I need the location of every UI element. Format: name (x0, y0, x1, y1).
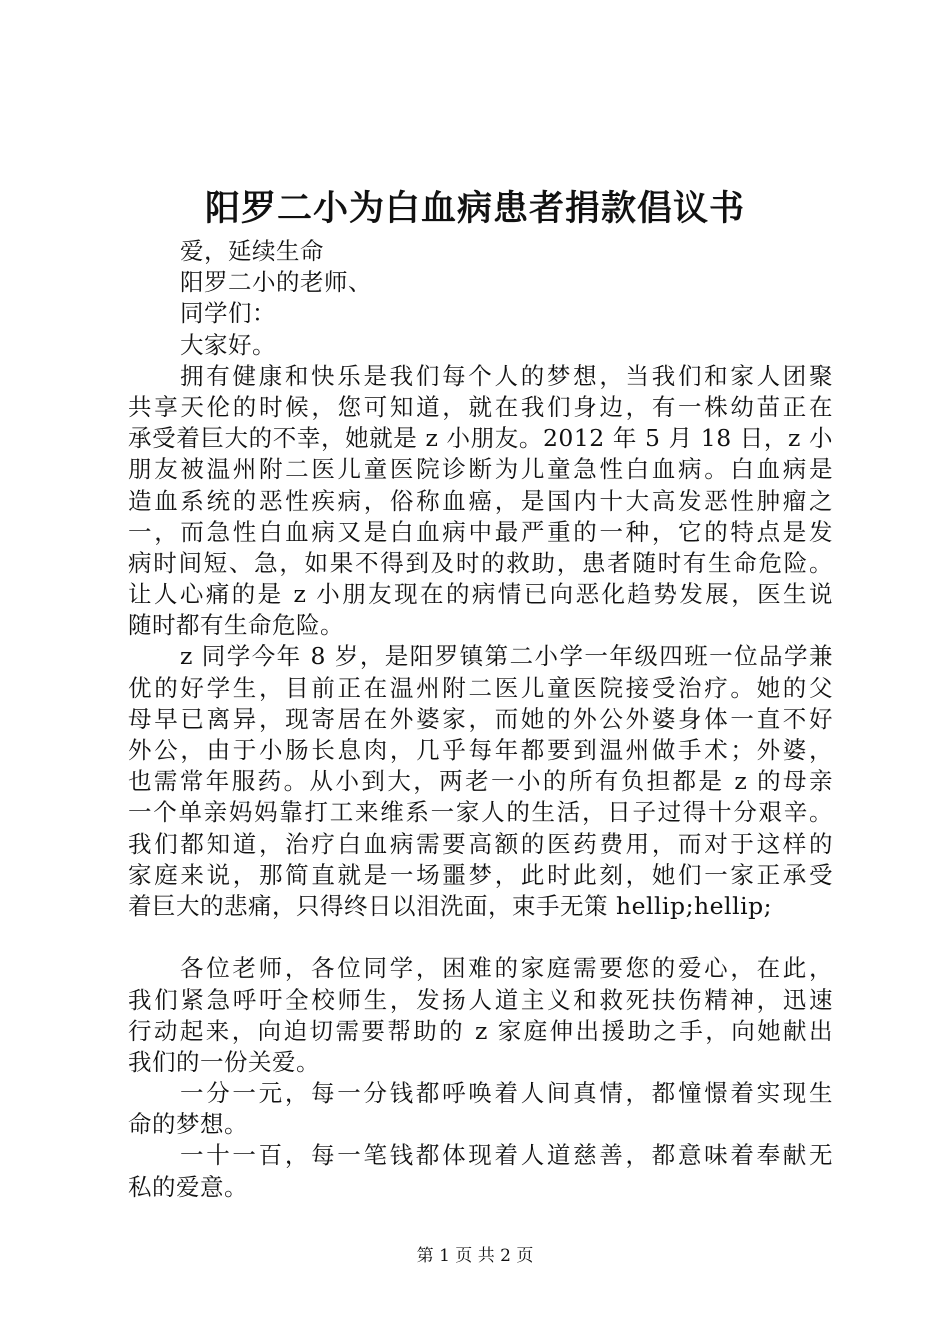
body-line: 一，而急性白血病又是白血病中最严重的一种，它的特点是发 (128, 517, 833, 546)
blank-line (128, 922, 833, 953)
body-line: 爱，延续生命 (180, 237, 324, 265)
body-line: 病时间短、急，如果不得到及时的救助，患者随时有生命危险。 (128, 548, 833, 577)
body-line: 一分一元，每一分钱都呼唤着人间真情，都憧憬着实现生 (180, 1079, 833, 1108)
body-line: 朋友被温州附二医儿童医院诊断为儿童急性白血病。白血病是 (128, 455, 833, 484)
page-footer: 第 1 页 共 2 页 (416, 1246, 534, 1266)
body-line: 我们的一份关爱。 (128, 1047, 320, 1076)
body-line: 共享天伦的时候，您可知道，就在我们身边，有一株幼苗正在 (128, 392, 833, 421)
body-line: 家庭来说，那简直就是一场噩梦，此时此刻，她们一家正承受 (128, 860, 833, 889)
body-line: 承受着巨大的不幸，她就是 z 小朋友。2012 年 5 月 18 日，z 小 (128, 424, 833, 453)
body-line: 一个单亲妈妈靠打工来维系一家人的生活，日子过得十分艰辛。 (128, 798, 833, 827)
body-line: 外公，由于小肠长息肉，几乎每年都要到温州做手术；外婆， (128, 736, 833, 764)
body-line: 母早已离异，现寄居在外婆家，而她的外公外婆身体一直不好 (128, 704, 833, 733)
body-line: 也需常年服药。从小到大，两老一小的所有负担都是 z 的母亲 (128, 767, 833, 796)
body-line: 拥有健康和快乐是我们每个人的梦想，当我们和家人团聚 (180, 361, 833, 390)
body-line: 优的好学生，目前正在温州附二医儿童医院接受治疗。她的父 (128, 673, 833, 702)
body-line: 让人心痛的是 z 小朋友现在的病情已向恶化趋势发展，医生说 (128, 580, 833, 609)
body-line: 我们紧急呼吁全校师生，发扬人道主义和救死扶伤精神，迅速 (128, 985, 833, 1014)
body-line: 我们都知道，治疗白血病需要高额的医药费用，而对于这样的 (128, 829, 833, 858)
body-line: 随时都有生命危险。 (128, 611, 344, 640)
body-line: 命的梦想。 (128, 1110, 248, 1139)
body-line: 造血系统的恶性疾病，俗称血癌，是国内十大高发恶性肿瘤之 (128, 486, 833, 515)
body-line: 同学们： (180, 299, 276, 328)
body-line: 私的爱意。 (128, 1172, 248, 1201)
document-body (128, 236, 833, 1203)
body-line: 着巨大的悲痛，只得终日以泪洗面，束手无策 hellip;hellip; (128, 891, 773, 920)
body-line: 各位老师，各位同学，困难的家庭需要您的爱心，在此， (180, 954, 833, 983)
body-line: 阳罗二小的老师、 (180, 268, 372, 297)
body-line: 一十一百，每一笔钱都体现着人道慈善，都意味着奉献无 (180, 1141, 833, 1170)
body-line: 大家好。 (180, 330, 276, 359)
body-line: 行动起来，向迫切需要帮助的 z 家庭伸出援助之手，向她献出 (128, 1016, 833, 1045)
document-title: 阳罗二小为白血病患者捐款倡议书 (204, 188, 745, 229)
body-line: z 同学今年 8 岁，是阳罗镇第二小学一年级四班一位品学兼 (180, 642, 833, 671)
